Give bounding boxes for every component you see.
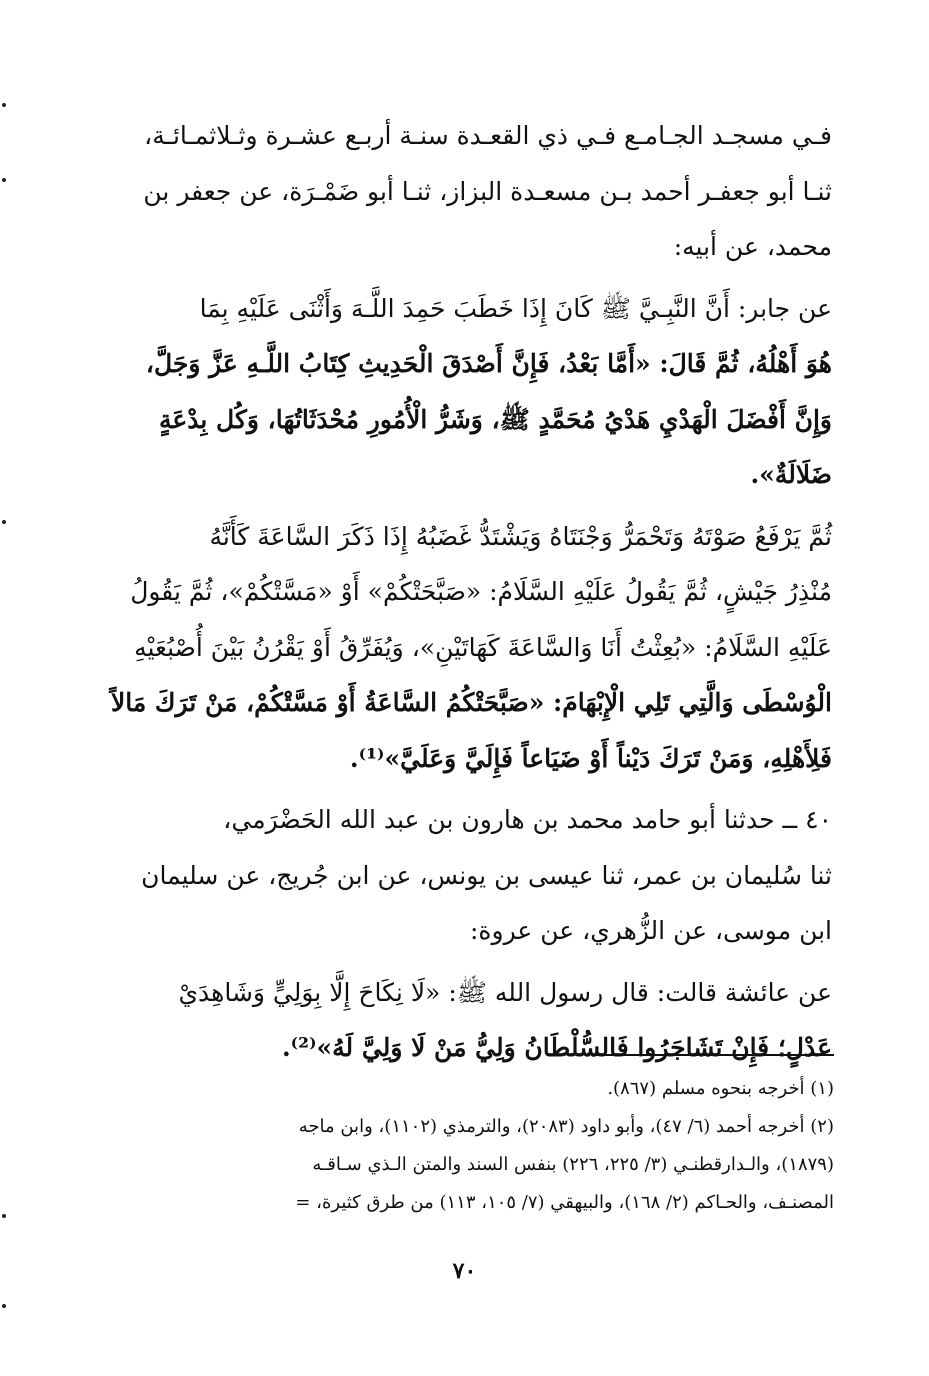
text-line: ثنـا أبو جعفـر أحمد بـن مسعـدة البزاز، ثنـا أبو ضَمْـرَة، عن جعفر بن — [143, 176, 832, 206]
page-body — [108, 108, 832, 1082]
text-line: عَدْلٍ؛ فَإِنْ تَشَاجَرُوا فَالسُّلْطَانُ وَلِيُّ مَنْ لَا وَلِيَّ لَهُ»⁽²⁾. — [281, 1033, 832, 1062]
text-line: هُوَ أَهْلُهُ، ثُمَّ قَالَ: «أَمَّا بَعْدُ، فَإِنَّ أَصْدَقَ الْحَدِيثِ كِتَابُ اللَّـهِ عَزَّ وَجَلَّ، — [145, 349, 832, 378]
footnote-line: (٢) أخرجه أحمد (٦/ ٤٧)، وأبو داود (٢٠٨٣)، والترمذي (١١٠٢)، وابن ماجه — [298, 1116, 834, 1137]
text-line: ٤٠ ــ حدثنا أبو حامد محمد بن هارون بن عبد الله الحَضْرَمي، — [223, 805, 832, 834]
text-line: عن عائشة قالت: قال رسول الله ﷺ: «لَا نِكَاحَ إِلَّا بِوَلِيٍّ وَشَاهِدَيْ — [178, 977, 832, 1007]
paragraph-hadith-continued — [108, 509, 832, 787]
footnote-line: المصنـف، والحـاكم (٢/ ١٦٨)، والبيهقي (٧/ ١٠٥، ١١٣) من طرق كثيرة، = — [295, 1192, 834, 1213]
scan-mark — [2, 103, 6, 107]
paragraph-hadith-jabir — [108, 281, 832, 503]
text-line: فَلِأَهْلِهِ، وَمَنْ تَرَكَ دَيْناً أَوْ ضَيَاعاً فَإِلَيَّ وَعَلَيَّ»⁽¹⁾. — [349, 743, 832, 773]
text-line: ثنا سُليمان بن عمر، ثنا عيسى بن يونس، عن ابن جُريج، عن سليمان — [141, 860, 832, 890]
footnote-separator — [596, 1054, 834, 1056]
text-line: ابن موسى، عن الزُّهري، عن عروة: — [470, 916, 832, 945]
text-line: ضَلَالَةٌ». — [750, 460, 832, 489]
scan-mark — [2, 1214, 6, 1218]
text-line: فـي مسجـد الجـامـع فـي ذي القعـدة سنـة أربـع عشـرة وثـلاثمـائـة، — [144, 121, 832, 150]
text-line: مُنْذِرُ جَيْشٍ، ثُمَّ يَقُولُ عَلَيْهِ السَّلَامُ: «صَبَّحَتْكُمْ» أَوْ «مَسَّتْكُمْ»، ثُمَّ يَقُولُ — [130, 577, 832, 606]
scan-mark — [2, 520, 6, 524]
paragraph-hadith-40-isnad — [108, 792, 832, 959]
paragraph-isnad — [108, 108, 832, 275]
text-line: عَلَيْهِ السَّلَامُ: «بُعِثْتُ أَنَا وَالسَّاعَةَ كَهَاتَيْنِ»، وَيُفَرِّقُ أَوْ يَقْرُنُ بَيْنَ أُصْبُعَيْهِ — [134, 632, 832, 662]
text-line: الْوُسْطَى وَالَّتِي تَلِي الْإِبْهَامَ: «صَبَّحَتْكُمُ السَّاعَةُ أَوْ مَسَّتْكُمْ، مَنْ تَرَكَ مَالاً — [110, 688, 832, 717]
text-line: محمد، عن أبيه: — [673, 232, 832, 261]
page-number: ٧٠ — [452, 1258, 477, 1284]
footnote-line: (١٨٧٩)، والـدارقطنـي (٣/ ٢٢٥، ٢٢٦) بنفس السند والمتن الـذي سـاقـه — [312, 1154, 834, 1175]
footnotes — [108, 1070, 834, 1222]
text-line: وَإِنَّ أَفْضَلَ الْهَدْيِ هَدْيُ مُحَمَّدٍ ﷺ، وَشَرُّ الْأُمُورِ مُحْدَثَاتُهَا، وَكُل بِدْعَةٍ — [158, 404, 832, 434]
text-line: ثُمَّ يَرْفَعُ صَوْتَهُ وَتَحْمَرُّ وَجْنَتَاهُ وَيَشْتَدُّ غَضَبُهُ إِذَا ذَكَرَ السَّاعَةَ كَأَنَّهُ — [209, 521, 832, 551]
paragraph-hadith-aisha — [108, 965, 832, 1076]
scan-mark — [2, 1304, 6, 1308]
text-line: عن جابر: أَنَّ النَّبِـيَّ ﷺ كَانَ إِذَا خَطَبَ حَمِدَ اللَّـهَ وَأَثْنَى عَلَيْهِ بِمَا — [199, 293, 832, 323]
footnote-line: (١) أخرجه بنحوه مسلم (٨٦٧). — [607, 1078, 834, 1099]
scan-mark — [2, 178, 6, 182]
